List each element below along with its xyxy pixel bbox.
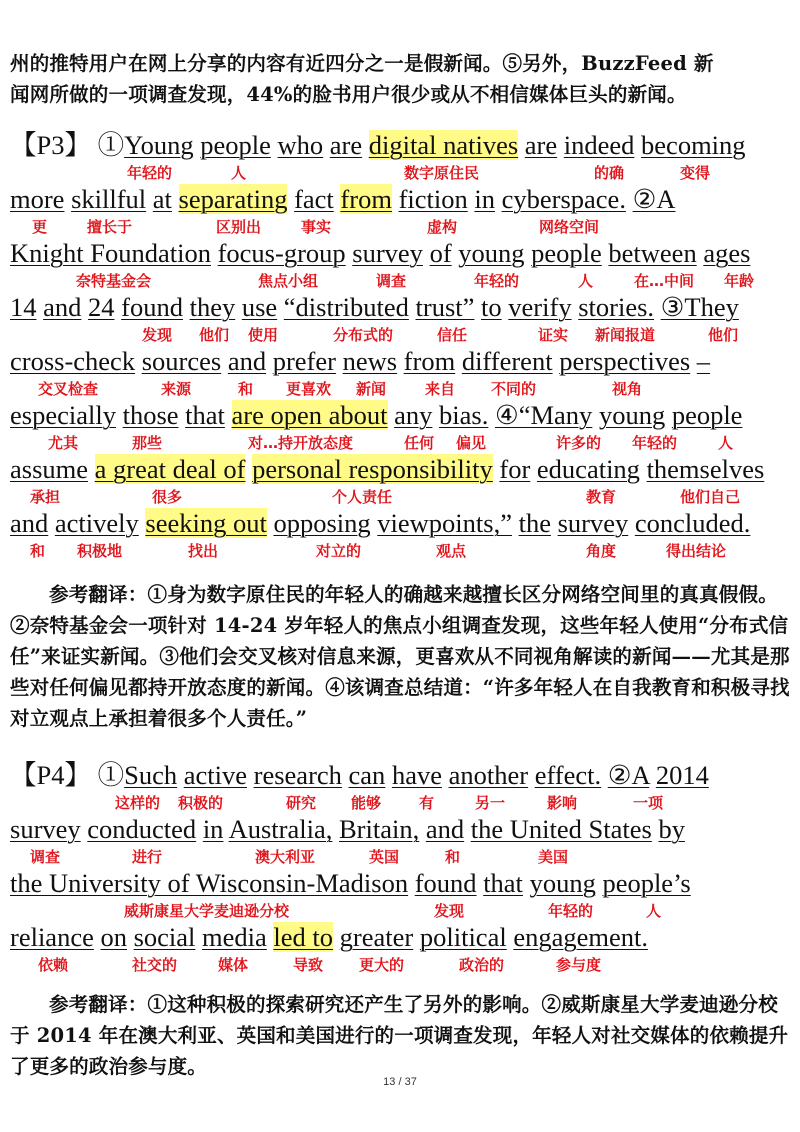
gloss: 奈特基金会 (76, 272, 152, 290)
gloss: 许多的 (556, 434, 602, 452)
gloss: 事实 (301, 218, 332, 236)
gloss: 年轻的 (474, 272, 520, 290)
gloss: 社交的 (132, 956, 178, 974)
word: greater (339, 922, 414, 952)
p3-text-line-4 (10, 292, 739, 322)
word: the University of Wisconsin-Madison (10, 868, 409, 898)
gloss: 澳大利亚 (255, 848, 316, 866)
gloss: 角度 (586, 542, 617, 560)
gloss: 更 (32, 218, 48, 236)
word: perspectives (559, 346, 691, 376)
gloss: 擅长于 (87, 218, 133, 236)
gloss: 虚构 (427, 218, 458, 236)
gloss: 积极地 (77, 542, 123, 560)
word: reliance (10, 922, 94, 952)
gloss: 尤其 (48, 434, 79, 452)
gloss: 年轻的 (127, 164, 173, 182)
gloss: 证实 (538, 326, 569, 344)
gloss: 教育 (586, 488, 617, 506)
gloss: 更喜欢 (286, 380, 332, 398)
p3-text-line-6 (10, 400, 742, 430)
word: cyberspace. (501, 184, 626, 214)
gloss: 另一 (475, 794, 506, 812)
word: that (483, 868, 523, 898)
word: and (425, 814, 465, 844)
p3-gloss-line-2 (0, 217, 800, 237)
gloss: 的确 (594, 164, 625, 182)
word: the (518, 508, 551, 538)
gloss: 信任 (437, 326, 468, 344)
word: 2014 (655, 760, 709, 790)
gloss: 依赖 (38, 956, 69, 974)
word: have (391, 760, 442, 790)
word: assume (10, 454, 89, 484)
word: political (419, 922, 507, 952)
gloss: 年龄 (724, 272, 755, 290)
word: actively (54, 508, 139, 538)
gloss: 使用 (248, 326, 279, 344)
gloss: 那些 (132, 434, 163, 452)
gloss: 很多 (152, 488, 183, 506)
gloss: 媒体 (218, 956, 249, 974)
gloss: 一项 (633, 794, 664, 812)
gloss: 影响 (547, 794, 578, 812)
p3-text-line-2 (10, 184, 675, 214)
word: and (43, 292, 82, 322)
word: viewpoints,” (377, 508, 512, 538)
top-paragraph (10, 48, 790, 110)
gloss: 他们 (199, 326, 230, 344)
word: any (394, 400, 433, 430)
gloss: 网络空间 (539, 218, 600, 236)
gloss: 更大的 (359, 956, 405, 974)
word: – (696, 346, 711, 376)
gloss: 能够 (351, 794, 382, 812)
p4-text-line-3 (10, 868, 691, 898)
word: indeed (563, 130, 635, 160)
paragraph-marker: 【P4】 (10, 760, 91, 790)
word: the United States (470, 814, 652, 844)
gloss: 美国 (538, 848, 569, 866)
word: Australia, (228, 814, 333, 844)
word: conducted (87, 814, 197, 844)
p3-text-line-3 (10, 238, 750, 268)
gloss: 有 (419, 794, 435, 812)
p4-gloss-line-2 (0, 847, 800, 867)
gloss: 不同的 (491, 380, 537, 398)
highlighted-phrase: seeking out (145, 508, 267, 538)
word: Knight Foundation (10, 238, 211, 268)
gloss: 参与度 (556, 956, 602, 974)
word: 14 (10, 292, 37, 322)
word: focus-group (217, 238, 346, 268)
p3-reference-translation: 参考翻译：①身为数字原住民的年轻人的确越来越擅长区分网络空间里的真真假假。②奈特基金会一项针对 14-24 岁年轻人的焦点小组调查发现，这些年轻人使用“分布式信任”来证实新闻。③他们会交叉核对信息来源，更喜欢从不同视角解读的新闻——尤其是那些对任何偏见都持开放态度的新闻。④该调查总结道：“许多年轻人在自我教育和积极寻找对立观点上承担着很多个人责任。” (10, 583, 790, 730)
gloss: 年轻的 (548, 902, 594, 920)
top-paragraph-line-2: 闻网所做的一项调查发现，44%的脸书用户很少或从不相信媒体巨头的新闻。 (10, 83, 687, 106)
gloss: 威斯康星大学麦迪逊分校 (124, 902, 290, 920)
highlighted-phrase: from (340, 184, 392, 214)
gloss: 任何 (404, 434, 435, 452)
gloss: 找出 (188, 542, 219, 560)
paragraph-marker: 【P3】 (10, 130, 91, 160)
word: especially (10, 400, 116, 430)
word: young (458, 238, 525, 268)
gloss: 新闻报道 (595, 326, 656, 344)
p4-gloss-line-4 (0, 955, 800, 975)
word: from (403, 346, 456, 376)
p3-gloss-line-6 (0, 433, 800, 453)
gloss: 交叉检查 (38, 380, 99, 398)
p3-gloss-line-3 (0, 271, 800, 291)
gloss: 承担 (30, 488, 61, 506)
gloss: 积极的 (178, 794, 224, 812)
word: are (329, 130, 363, 160)
word: on (100, 922, 127, 952)
gloss: 得出结论 (666, 542, 727, 560)
word: ④“Many (494, 400, 593, 430)
word: trust” (415, 292, 475, 322)
word: young (598, 400, 666, 430)
word: by (658, 814, 685, 844)
word: people (200, 130, 271, 160)
word: for (499, 454, 531, 484)
gloss: 英国 (369, 848, 400, 866)
gloss: 和 (30, 542, 46, 560)
highlighted-phrase: led to (273, 922, 334, 952)
p3-text-line-8 (10, 508, 750, 538)
word: people (531, 238, 602, 268)
gloss: 人 (718, 434, 734, 452)
word: survey (10, 814, 81, 844)
gloss: 研究 (286, 794, 317, 812)
word: are (524, 130, 558, 160)
p4-text-line-2 (10, 814, 685, 844)
word: ②A (632, 184, 676, 214)
gloss: 导致 (293, 956, 324, 974)
gloss: 发现 (142, 326, 173, 344)
word: social (133, 922, 196, 952)
word: educating (536, 454, 640, 484)
word: that (185, 400, 225, 430)
word: engagement. (513, 922, 648, 952)
gloss: 他们自己 (680, 488, 741, 506)
word: Young (124, 130, 194, 160)
word: effect. (534, 760, 602, 790)
word: survey (352, 238, 423, 268)
gloss: 人 (231, 164, 247, 182)
word: found (121, 292, 183, 322)
word: to (481, 292, 502, 322)
word: opposing (273, 508, 371, 538)
p4-text-line-1 (10, 760, 709, 790)
word: and (227, 346, 267, 376)
word: stories. (578, 292, 655, 322)
word: they (189, 292, 236, 322)
gloss: 偏见 (456, 434, 487, 452)
word: can (348, 760, 386, 790)
gloss: 和 (445, 848, 461, 866)
gloss: 数字原住民 (404, 164, 480, 182)
highlighted-phrase: digital natives (368, 130, 519, 160)
highlighted-phrase: personal responsibility (252, 454, 493, 484)
word: at (152, 184, 172, 214)
word: young (529, 868, 596, 898)
word: media (202, 922, 267, 952)
word: Britain, (339, 814, 420, 844)
word: research (253, 760, 342, 790)
word: use (241, 292, 278, 322)
gloss: 对立的 (316, 542, 362, 560)
word: found (414, 868, 477, 898)
p4-reference-translation: 参考翻译：①这种积极的探索研究还产生了另外的影响。②威斯康星大学麦迪逊分校于 2014 年在澳大利亚、英国和美国进行的一项调查发现，年轻人对社交媒体的依赖提升了更多的政治参与度。 (10, 993, 789, 1078)
gloss: 分布式的 (333, 326, 394, 344)
page-number: 13 / 37 (383, 1076, 417, 1088)
word: becoming (641, 130, 746, 160)
p3-text-line-5 (10, 346, 710, 376)
gloss: 个人责任 (332, 488, 393, 506)
word: and (10, 508, 49, 538)
word: of (429, 238, 452, 268)
p4-gloss-line-3 (0, 901, 800, 921)
highlighted-phrase: separating (178, 184, 288, 214)
gloss: 焦点小组 (258, 272, 319, 290)
p3-text-line-7 (10, 454, 764, 484)
word: 24 (88, 292, 115, 322)
highlighted-phrase: a great deal of (94, 454, 246, 484)
word: ages (703, 238, 751, 268)
gloss: 对…持开放态度 (248, 434, 354, 452)
p3-gloss-line-1 (0, 163, 800, 183)
gloss: 区别出 (216, 218, 262, 236)
gloss: 在…中间 (634, 272, 695, 290)
p3-gloss-line-8 (0, 541, 800, 561)
gloss: 和 (238, 380, 254, 398)
p3-text-line-1 (10, 130, 746, 160)
word: cross-check (10, 346, 136, 376)
sentence-number: ① (97, 760, 125, 790)
word: another (448, 760, 529, 790)
gloss: 调查 (376, 272, 407, 290)
gloss: 人 (646, 902, 662, 920)
word: different (461, 346, 553, 376)
word: ③They (660, 292, 739, 322)
word: sources (141, 346, 222, 376)
p3-gloss-line-5 (0, 379, 800, 399)
gloss: 新闻 (356, 380, 387, 398)
gloss: 观点 (436, 542, 467, 560)
gloss: 发现 (434, 902, 465, 920)
word: people’s (602, 868, 691, 898)
gloss: 政治的 (459, 956, 505, 974)
word: Such (124, 760, 178, 790)
word: who (277, 130, 324, 160)
gloss: 变得 (680, 164, 711, 182)
gloss: 来源 (161, 380, 192, 398)
word: concluded. (634, 508, 751, 538)
word: skillful (71, 184, 147, 214)
word: “distributed (283, 292, 409, 322)
highlighted-phrase: are open about (231, 400, 388, 430)
p3-gloss-line-7 (0, 487, 800, 507)
word: those (122, 400, 179, 430)
word: more (10, 184, 65, 214)
word: between (608, 238, 697, 268)
gloss: 视角 (612, 380, 643, 398)
gloss: 年轻的 (632, 434, 678, 452)
word: active (183, 760, 248, 790)
word: news (342, 346, 398, 376)
gloss: 调查 (30, 848, 61, 866)
word: prefer (272, 346, 336, 376)
gloss: 这样的 (115, 794, 161, 812)
word: themselves (646, 454, 765, 484)
word: in (202, 814, 224, 844)
gloss: 进行 (132, 848, 163, 866)
gloss: 人 (578, 272, 594, 290)
word: bias. (439, 400, 489, 430)
word: people (671, 400, 743, 430)
word: verify (508, 292, 572, 322)
top-paragraph-line-1: 州的推特用户在网上分享的内容有近四分之一是假新闻。⑤另外，BuzzFeed 新 (10, 52, 714, 75)
word: fiction (398, 184, 468, 214)
p4-text-line-4 (10, 922, 648, 952)
word: survey (557, 508, 629, 538)
word: ②A (607, 760, 650, 790)
word: fact (294, 184, 334, 214)
p3-gloss-line-4 (0, 325, 800, 345)
sentence-number: ① (97, 130, 125, 160)
word: in (474, 184, 495, 214)
gloss: 他们 (708, 326, 739, 344)
p4-gloss-line-1 (0, 793, 800, 813)
gloss: 来自 (425, 380, 456, 398)
